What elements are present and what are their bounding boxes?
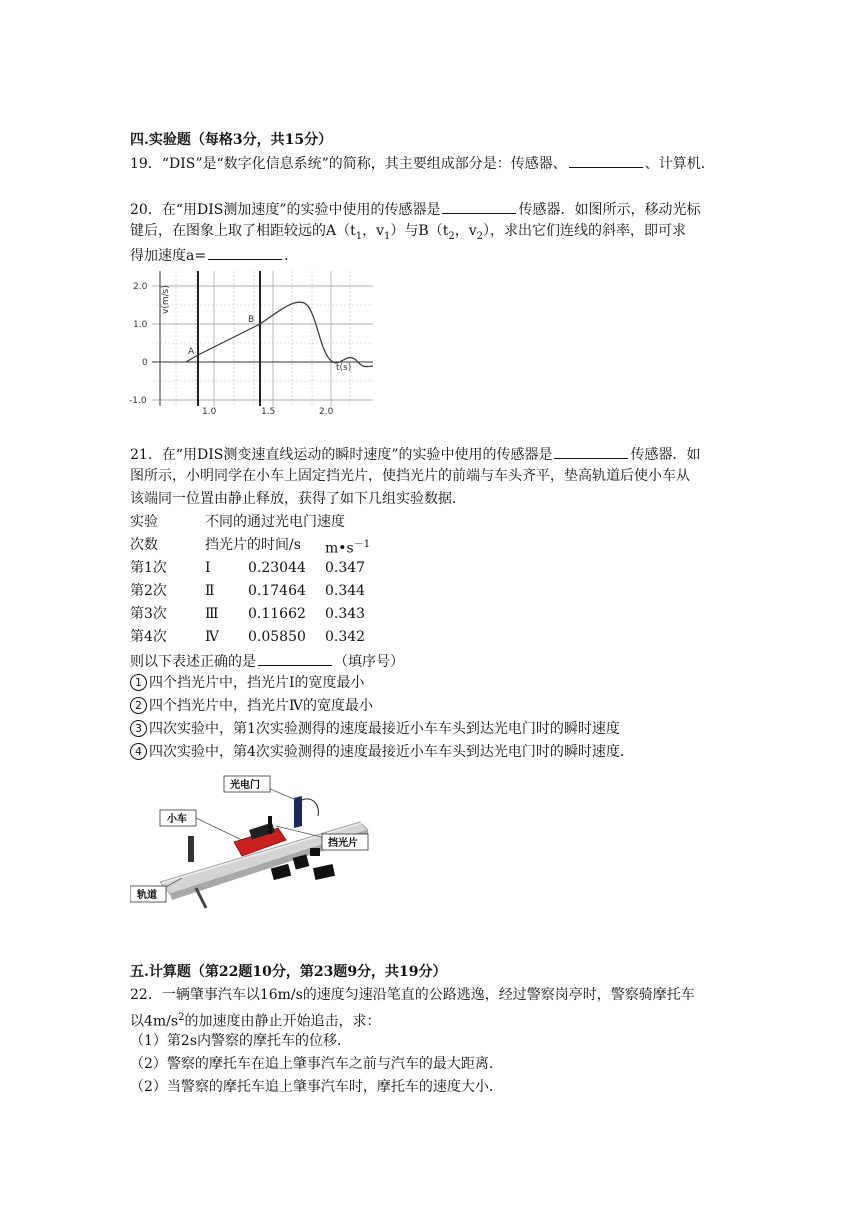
unit-text: m•s [325,540,354,557]
q22-part-3: （2）当警察的摩托车追上肇事汽车时，摩托车的速度大小． [130,1079,503,1095]
x-axis-label: t(s) [336,363,352,373]
q20-text: ，v [362,223,385,239]
q20-sub: 2 [476,230,484,242]
table-header: 不同的通过光电门速度 [205,514,345,530]
option-text: 四次实验中，第1次实验测得的速度最接近小车车头到达光电门时的瞬时速度 [149,721,620,737]
question-21-line2: 图所示，小明同学在小车上固定挡光片，使挡光片的前端与车头齐平，垫高轨道后使小车从 [130,468,690,484]
label-cart: 小车 [167,814,187,825]
table-cell: 第1次 [130,560,167,576]
track-stop-post [188,836,194,862]
velocity-time-graph [128,266,378,414]
option-marker: 4 [130,743,147,760]
option-3 [130,719,620,739]
option-2 [130,696,373,716]
table-header: 实验 [130,514,158,530]
photogate-cable [302,799,318,816]
q20-sub: 1 [384,230,391,242]
option-marker: 3 [130,720,147,737]
label-shutter: 挡光片 [328,838,358,849]
table-cell: 0.343 [325,606,366,622]
option-text: 四个挡光片中，挡光片Ⅳ的宽度最小 [149,698,373,714]
shutter-piece [313,864,335,880]
shutter-on-cart [268,816,272,834]
option-text: 四次实验中，第4次实验测得的速度最接近小车车头到达光电门时的瞬时速度． [149,744,634,760]
point-a-label: A [188,347,195,357]
table-header: 次数 [130,537,158,553]
x-tick-label: 1.0 [202,407,217,414]
q20-text: 键后，在图象上取了相距较远的A（t [130,223,356,239]
q19-blank[interactable] [569,152,643,168]
q21-blank-sensor[interactable] [554,443,628,459]
table-cell: 第3次 [130,606,167,622]
q20-text: 传感器．如图所示，移动光标 [518,202,701,218]
option-4 [130,742,634,762]
y-axis-label: v(m/s) [161,285,171,314]
table-header: 挡光片的时间/s [205,537,301,553]
table-cell: 0.11662 [248,606,306,622]
point-b-label: B [248,315,255,325]
table-header [325,535,370,559]
table-cell: 0.23044 [248,560,306,576]
q20-text: 得加速度a= [130,248,207,264]
q22-part-2: （2）警察的摩托车在追上肇事汽车之前与汽车的最大距离． [130,1056,503,1072]
y-tick-label: -1.0 [129,396,147,406]
question-20-line1 [130,198,700,220]
q20-sub: 1 [355,230,363,242]
q22-sup: 2 [178,1012,185,1023]
callout-line [268,788,296,800]
track-support-leg [196,888,206,908]
y-tick-label: 2.0 [133,282,148,292]
q21-text: 21．在“用DIS测变速直线运动的瞬时速度”的实验中使用的传感器是 [130,447,553,463]
q21-text: 则以下表述正确的是 [130,654,256,670]
q21-prompt [130,650,404,672]
table-cell: 0.05850 [248,629,306,645]
table-cell: 0.342 [325,629,366,645]
question-21-line1 [130,443,700,465]
section-4-title: 四.实验题（每格3分，共15分） [130,132,333,148]
option-text: 四个挡光片中，挡光片I的宽度最小 [149,675,365,691]
table-cell: 第4次 [130,629,167,645]
q20-text: ． [284,248,299,264]
question-21-line3: 该端同一位置由静止释放，获得了如下几组实验数据． [130,491,466,507]
section-5-title: 五.计算题（第22题10分，第23题9分，共19分） [130,964,447,980]
x-tick-label: 1.5 [261,407,276,414]
table-cell: 0.17464 [248,583,306,599]
q20-text: ），求出它们连线的斜率，即可求 [483,223,687,239]
q20-text: ）与B（t [390,223,449,239]
photogate [294,796,302,828]
label-photogate: 光电门 [230,780,260,791]
table-cell: 0.344 [325,583,366,599]
table-cell: Ⅲ [205,606,219,622]
question-20-line2 [130,221,686,247]
q19-text-b: 、计算机． [644,156,715,172]
q22-text: 的加速度由静止开始追击，求： [184,1013,381,1030]
q22-part-1: （1）第2s内警察的摩托车的位移． [130,1033,351,1049]
shutter-piece [310,848,320,856]
table-cell: Ⅱ [205,583,215,599]
apparatus-figure [130,770,370,910]
y-tick-label: 1.0 [133,320,148,330]
q21-blank-answer[interactable] [258,650,332,666]
q20-text: 20．在“用DIS测加速度”的实验中使用的传感器是 [130,202,441,218]
table-cell: 第2次 [130,583,167,599]
question-19 [130,152,715,174]
q20-sub: 2 [448,230,455,242]
callout-line [196,818,242,840]
q20-text: ，v [454,223,477,239]
table-cell: Ⅳ [205,629,219,645]
unit-sup: －1 [353,539,371,550]
option-marker: 1 [130,674,147,691]
question-22-line2 [130,1008,380,1032]
q21-text: （填序号） [334,654,404,670]
table-cell: Ⅰ [205,560,211,576]
option-marker: 2 [130,697,147,714]
option-1 [130,673,365,693]
table-cell: 0.347 [325,560,366,576]
question-20-line3 [130,244,298,266]
q20-blank-sensor[interactable] [442,198,516,214]
y-tick-label: 0 [142,358,148,368]
q19-text-a: 19．“DIS”是“数字化信息系统”的简称，其主要组成部分是：传感器、 [130,156,567,172]
label-track: 轨道 [137,890,157,901]
q20-blank-acceleration[interactable] [208,244,282,260]
x-tick-label: 2.0 [319,407,334,414]
q22-text: 以4m/s [130,1013,179,1030]
q21-text: 传感器．如 [630,447,701,463]
question-22-line1: 22．一辆肇事汽车以16m/s的速度匀速沿笔直的公路逃逸，经过警察岗亭时，警察骑摩托车 [130,987,695,1003]
